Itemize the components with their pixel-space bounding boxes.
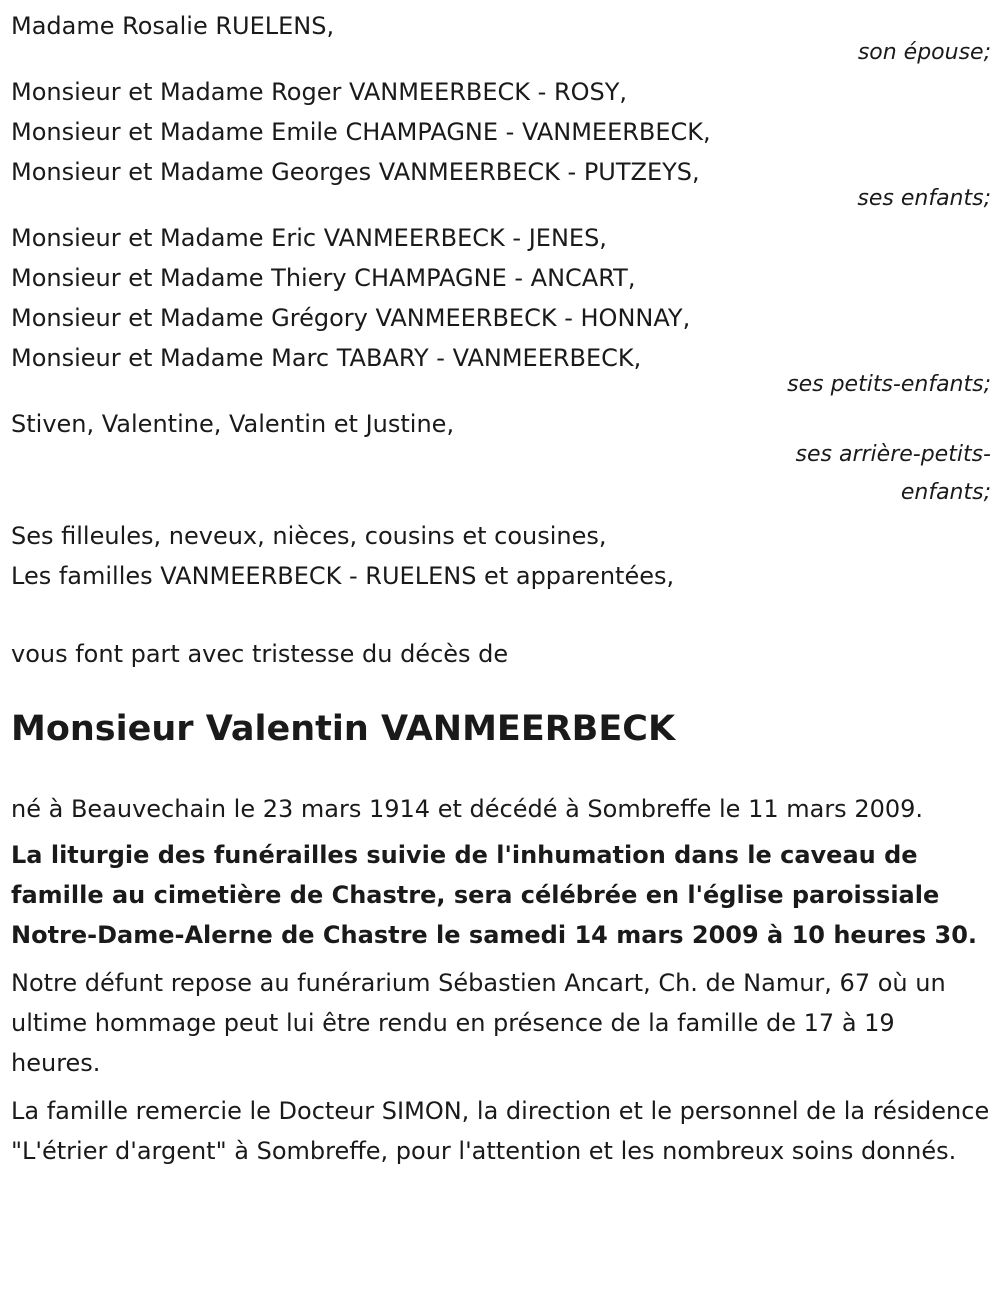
child-name: Monsieur et Madame Roger VANMEERBECK - ROSY, xyxy=(11,78,628,106)
grandchild-name: Monsieur et Madame Grégory VANMEERBECK - HONNAY, xyxy=(11,304,691,332)
child-name: Monsieur et Madame Emile CHAMPAGNE - VANMEERBECK, xyxy=(11,118,711,146)
funeral-details: La liturgie des funérailles suivie de l'inhumation dans le caveau de famille au cimetière de Chastre, sera célébrée en l'église paroissiale Notre-Dame-Alerne de Chastre le samedi 14 mars 2009 à 10 heures 30. xyxy=(11,841,978,949)
spouse-section xyxy=(11,6,991,68)
announcement-text: vous font part avec tristesse du décès de xyxy=(11,640,509,668)
grandchildren-role: ses petits-enfants; xyxy=(787,372,991,397)
spouse-role: son épouse; xyxy=(857,40,991,65)
grandchild-name: Monsieur et Madame Thiery CHAMPAGNE - ANCART, xyxy=(11,264,636,292)
great-grandchild-names: Stiven, Valentine, Valentin et Justine, xyxy=(11,410,455,438)
other-relatives-line: Ses filleules, neveux, nièces, cousins et cousines, xyxy=(11,522,607,550)
children-section xyxy=(11,72,991,214)
other-relatives-section xyxy=(11,516,991,596)
children-role: ses enfants; xyxy=(857,186,991,211)
birth-death-dates: né à Beauvechain le 23 mars 1914 et décédé à Sombreffe le 11 mars 2009. xyxy=(11,795,924,823)
spouse-name: Madame Rosalie RUELENS, xyxy=(11,12,335,40)
other-relatives-line: Les familles VANMEERBECK - RUELENS et apparentées, xyxy=(11,562,675,590)
child-name: Monsieur et Madame Georges VANMEERBECK - PUTZEYS, xyxy=(11,158,700,186)
obituary-notice xyxy=(11,6,991,1171)
grandchild-name: Monsieur et Madame Marc TABARY - VANMEERBECK, xyxy=(11,344,642,372)
deceased-name: Monsieur Valentin VANMEERBECK xyxy=(11,709,676,749)
grandchild-name: Monsieur et Madame Eric VANMEERBECK - JENES, xyxy=(11,224,607,252)
great-grandchildren-role: ses arrière-petits-enfants; xyxy=(795,442,991,505)
grandchildren-section xyxy=(11,218,991,400)
great-grandchildren-section xyxy=(11,404,991,512)
thanks-text: La famille remercie le Docteur SIMON, la direction et le personnel de la résidence "L'étrier d'argent" à Sombreffe, pour l'attention et les nombreux soins donnés. xyxy=(11,1097,990,1165)
viewing-details: Notre défunt repose au funérarium Sébastien Ancart, Ch. de Namur, 67 où un ultime hommage peut lui être rendu en présence de la famille de 17 à 19 heures. xyxy=(11,969,946,1077)
